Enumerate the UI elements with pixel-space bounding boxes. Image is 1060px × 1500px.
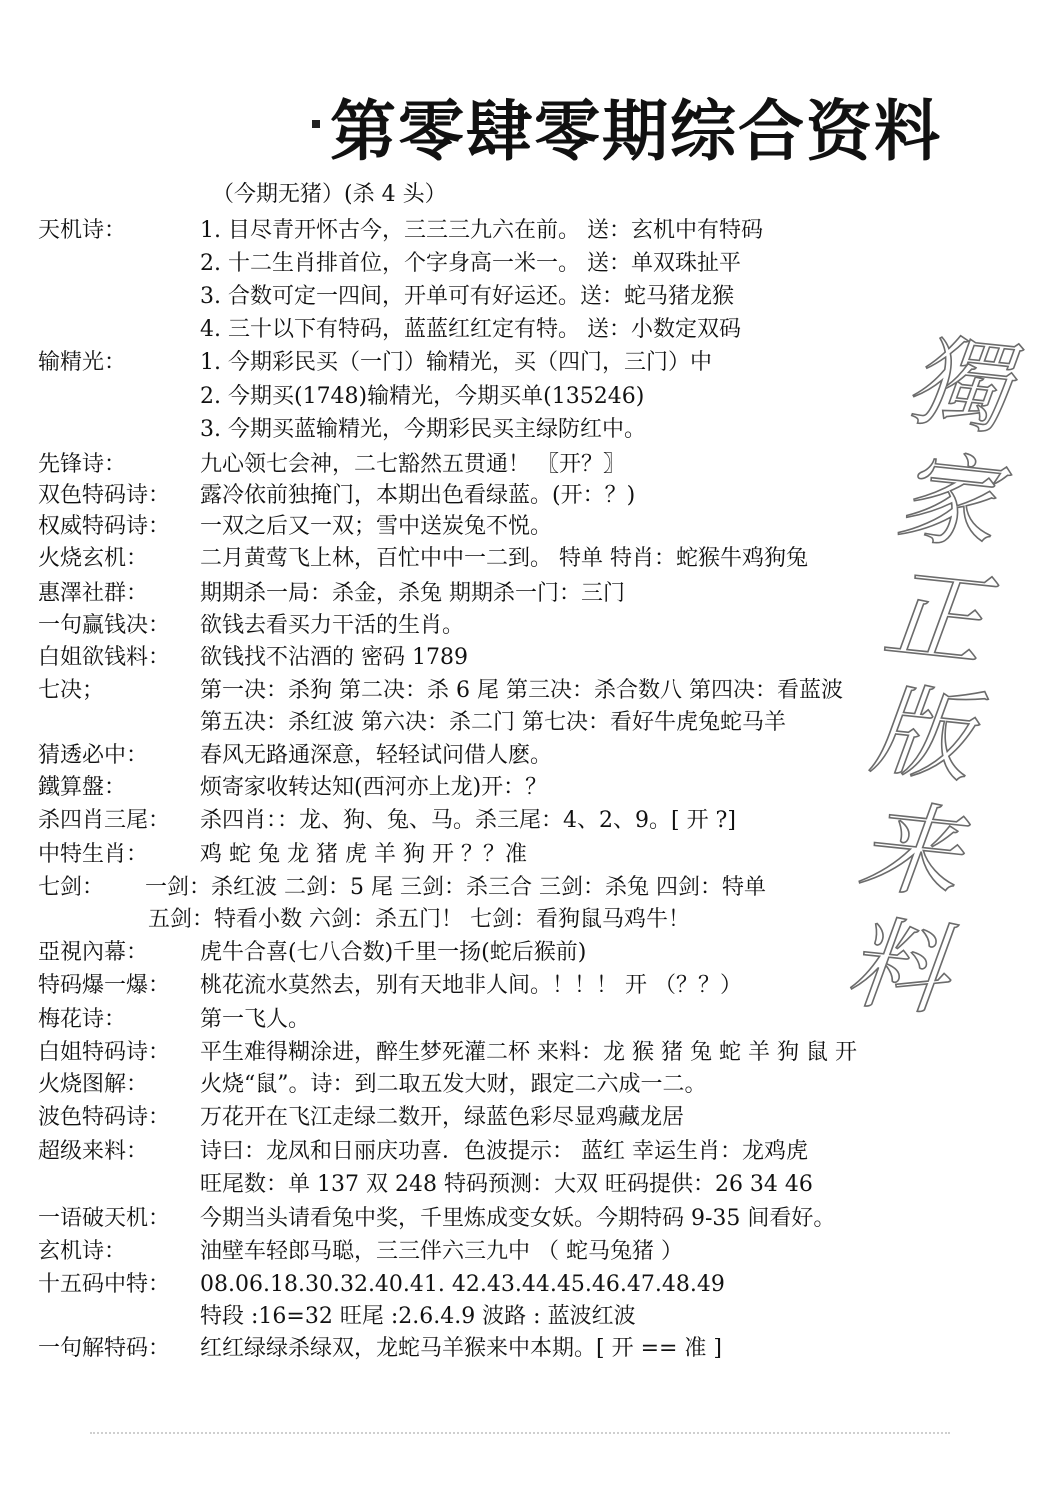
- title-dot: [312, 120, 320, 128]
- row-text: 1. 今期彩民买（一门）输精光，买（四门，三门）中: [200, 350, 712, 375]
- row-text: 08.06.18.30.32.40.41. 42.43.44.45.46.47.48.49: [200, 1272, 725, 1297]
- row-label: 玄机诗：: [38, 1239, 127, 1264]
- row-text: 九心领七会神，二七豁然五贯通！ 〖开？〗: [200, 452, 625, 477]
- row-text: 露冷依前独掩门，本期出色看绿蓝。(开：？): [200, 483, 636, 508]
- row-text: 第一决：杀狗 第二决：杀 6 尾 第三决：杀合数八 第四决：看蓝波: [200, 678, 843, 703]
- row-label: 中特生肖：: [38, 842, 149, 867]
- row-label: 白姐特码诗：: [38, 1040, 171, 1065]
- row-label: 输精光：: [38, 350, 127, 375]
- row-text: 3. 合数可定一四间，开单可有好运还。送：蛇马猪龙猴: [200, 284, 734, 309]
- row-text: 烦寄家收转达知(西河亦上龙)开：？: [200, 775, 548, 800]
- row-text: 今期当头请看兔中奖，千里炼成变女妖。今期特码 9-35 间看好。: [200, 1206, 836, 1231]
- row-label: 十五码中特：: [38, 1272, 171, 1297]
- row-label: 天机诗：: [38, 218, 127, 243]
- row-text: 期期杀一局：杀金，杀兔 期期杀一门：三门: [200, 581, 625, 606]
- watermark-char: 獨: [902, 321, 1015, 449]
- footer-divider: [90, 1432, 950, 1434]
- row-text: 2. 今期买(1748)输精光，今期买单(135246): [200, 384, 645, 409]
- row-label: 火烧图解：: [38, 1072, 149, 1097]
- row-text: 火烧“鼠”。诗：到二取五发大财，跟定二六成一二。: [200, 1072, 707, 1097]
- row-label: 一句解特码：: [38, 1336, 171, 1361]
- row-label: 惠澤社群：: [38, 581, 149, 606]
- row-label: 权威特码诗：: [38, 514, 171, 539]
- watermark-char: 家: [890, 437, 1003, 565]
- row-text: 杀四肖：：龙、狗、兔、马。杀三尾：4、2、9。[ 开 ?]: [200, 808, 736, 833]
- row-label: 白姐欲钱料：: [38, 645, 171, 670]
- row-text: 1. 目尽青开怀古今，三三三九六在前。 送：玄机中有特码: [200, 218, 763, 243]
- row-label: 超级来料：: [38, 1139, 149, 1164]
- row-label: 猜透必中：: [38, 743, 149, 768]
- row-label: 鐵算盤：: [38, 775, 127, 800]
- row-text: 春风无路通深意，轻轻试问借人麽。: [200, 743, 553, 768]
- row-label: 火烧玄机：: [38, 546, 149, 571]
- row-text: 特段 :16=32 旺尾 :2.6.4.9 波路 : 蓝波红波: [200, 1304, 636, 1329]
- row-text: 第一飞人。: [200, 1007, 311, 1032]
- row-label: 特码爆一爆：: [38, 973, 171, 998]
- row-label: 波色特码诗：: [38, 1105, 171, 1130]
- row-text: 欲钱找不沾酒的 密码 1789: [200, 645, 468, 670]
- page-title: 第零肆零期综合资料: [330, 93, 942, 170]
- row-text: 五剑：特看小数 六剑：杀五门！ 七剑：看狗鼠马鸡牛！: [148, 907, 690, 932]
- row-text: 诗曰：龙凤和日丽庆功喜．色波提示： 蓝红 幸运生肖：龙鸡虎: [200, 1139, 808, 1164]
- row-text: 虎牛合喜(七八合数)千里一扬(蛇后猴前): [200, 940, 587, 965]
- row-label: 一句赢钱决：: [38, 613, 171, 638]
- row-text: 平生难得糊涂进，醉生梦死灌二杯 来料：龙 猴 猪 兔 蛇 羊 狗 鼠 开: [200, 1040, 857, 1065]
- row-text: 二月黄莺飞上林，百忙中中一二到。 特单 特肖：蛇猴牛鸡狗兔: [200, 546, 808, 571]
- row-text: 2. 十二生肖排首位，个字身高一米一。 送：单双珠扯平: [200, 251, 741, 276]
- row-label: 七剑：: [38, 875, 105, 900]
- row-text: 欲钱去看买力干活的生肖。: [200, 613, 465, 638]
- watermark-char: 来: [853, 787, 966, 914]
- row-label: 梅花诗：: [38, 1007, 127, 1032]
- row-text: 3. 今期买蓝输精光，今期彩民买主绿防红中。: [200, 417, 646, 442]
- row-label: 杀四肖三尾：: [38, 808, 171, 833]
- row-text: 红红绿绿杀绿双，龙蛇马羊猴来中本期。[ 开 == 准 ]: [200, 1336, 723, 1361]
- row-label: 七决；: [38, 678, 105, 703]
- row-text: 4. 三十以下有特码，蓝蓝红红定有特。 送：小数定双码: [200, 317, 741, 342]
- row-text: 万花开在飞江走绿二数开，绿蓝色彩尽显鸡藏龙居: [200, 1105, 685, 1130]
- row-text: 旺尾数：单 137 双 248 特码预测：大双 旺码提供：26 34 46: [200, 1172, 813, 1197]
- watermark-char: 正: [878, 554, 990, 682]
- row-label: 双色特码诗：: [38, 483, 171, 508]
- row-label: 亞視內幕：: [38, 940, 149, 965]
- row-text: 鸡 蛇 兔 龙 猪 虎 羊 狗 开 ？？准: [200, 842, 527, 867]
- watermark-char: 料: [841, 903, 954, 1031]
- row-label: 先锋诗：: [38, 452, 127, 477]
- row-text: 一双之后又一双；雪中送炭兔不悦。: [200, 514, 553, 539]
- row-text: 一剑：杀红波 二剑：5 尾 三剑：杀三合 三剑：杀兔 四剑：特单: [145, 875, 766, 900]
- watermark: [827, 320, 1030, 1032]
- row-text: 油壁车轻郎马聪，三三伴六三九中 （ 蛇马兔猪 ）: [200, 1239, 683, 1264]
- row-text: 桃花流水莫然去，别有天地非人间。！！！ 开 （？？）: [200, 973, 742, 998]
- watermark-char: 版: [865, 670, 978, 798]
- row-text: 第五决：杀红波 第六决：杀二门 第七决：看好牛虎兔蛇马羊: [200, 710, 786, 735]
- row-label: 一语破天机：: [38, 1206, 171, 1231]
- subtitle: （今期无猪）(杀 4 头）: [212, 182, 447, 207]
